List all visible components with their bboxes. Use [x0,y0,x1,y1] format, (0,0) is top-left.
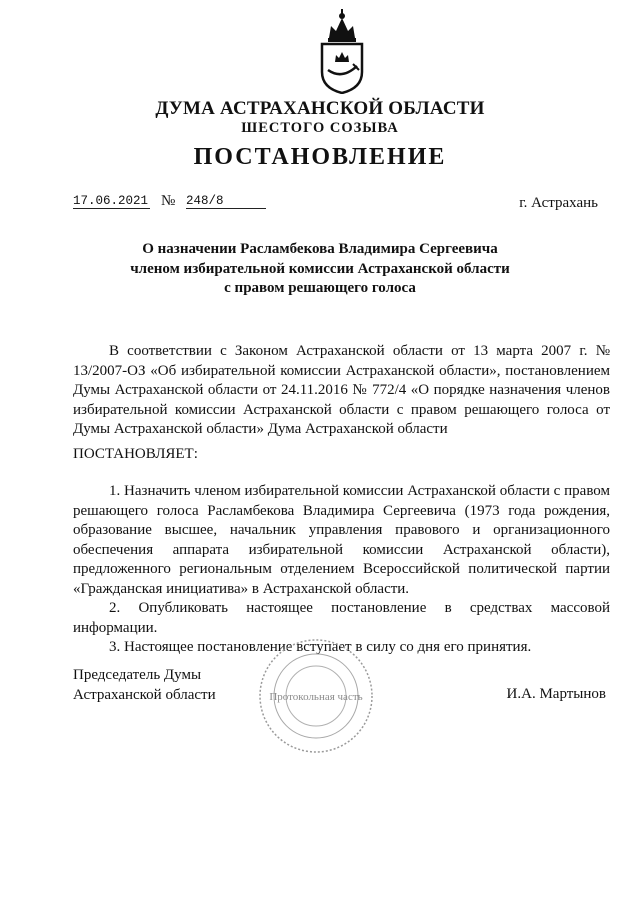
document-type: ПОСТАНОВЛЕНИЕ [193,144,447,170]
subject-line: членом избирательной комиссии Астраханской области [130,260,510,277]
organization-name: ДУМА АСТРАХАНСКОЙ ОБЛАСТИ [155,98,485,119]
document-number: 248/8 [186,194,266,209]
resolution-item: 3. Настоящее постановление вступает в силу со дня его принятия. [109,639,532,655]
coat-of-arms-icon [317,8,367,94]
preamble-paragraph: В соответствии с Законом Астраханской области от 13 марта 2007 г. № 13/2007-ОЗ «Об избирательной комиссии Астраханской области», постановлением Думы Астраханской области от 24.11.2016 № 772/4 «О порядке назначения членов избирательной комиссии Астраханской области с правом решающего голоса от Думы Астраханской области» Дума Астраханской области [73,343,610,437]
resolution-items [73,482,610,658]
resolution-item: 2. Опубликовать настоящее постановление в средствах массовой информации. [73,600,610,636]
number-sign: № [161,193,176,209]
stamp-text: Протокольная часть [269,691,363,703]
resolution-item: 1. Назначить членом избирательной комиссии Астраханской области с правом решающего голоса Расламбекова Владимира Сергеевича (1973 года рождения, образование высшее, начальник управления правового и организационного обеспечения аппарата избирательной комиссии Астраханской области), предложенного региональным отделением Всероссийской политической партии «Гражданская инициатива» в Астраханской области. [73,483,610,597]
document-date: 17.06.2021 [73,194,149,208]
position-line: Астраханской области [73,686,216,703]
signatory-name: И.А. Мартынов [506,686,606,702]
city: г. Астрахань [519,195,598,211]
position-line: Председатель Думы [73,667,202,683]
document-subject [0,240,640,299]
subject-line: с правом решающего голоса [224,280,416,296]
seal-stamp-icon [256,636,376,756]
signatory-position [73,666,216,705]
convocation: ШЕСТОГО СОЗЫВА [241,120,399,136]
subject-line: О назначении Расламбекова Владимира Сергеевича [142,241,498,257]
resolves-heading: ПОСТАНОВЛЯЕТ: [73,446,198,462]
